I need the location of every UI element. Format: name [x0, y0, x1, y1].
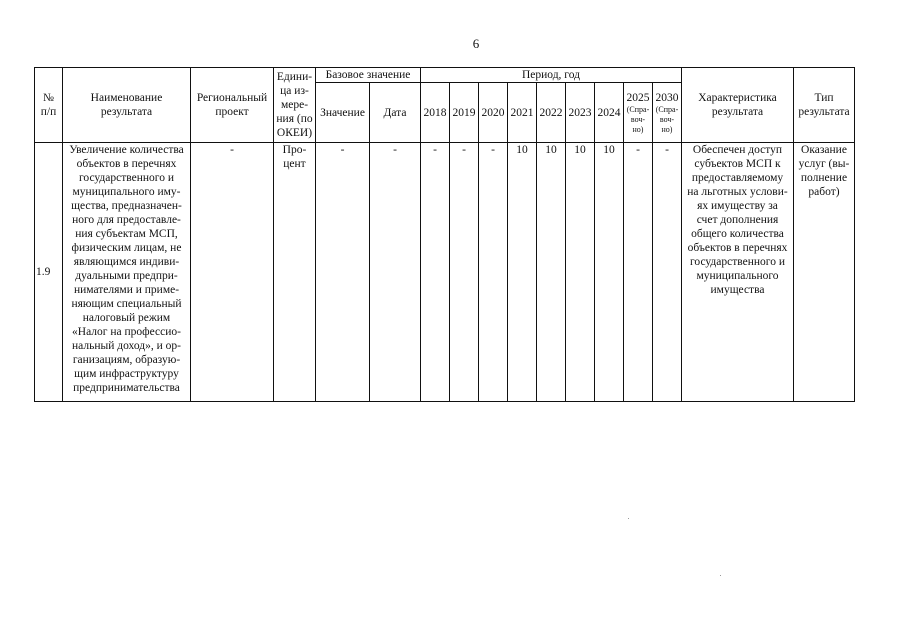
header-year: 2020	[479, 83, 508, 143]
row-result-type: Оказание услуг (вы- полнение работ)	[794, 143, 855, 402]
header-year: 2023	[566, 83, 595, 143]
header-year: 2024	[595, 83, 624, 143]
header-year-2030-note: (Спра- воч- но)	[655, 104, 679, 134]
header-period: Период, год	[421, 68, 682, 83]
row-year-value: 10	[595, 143, 624, 402]
row-year-value: 10	[508, 143, 537, 402]
row-value: -	[316, 143, 370, 402]
row-year-2030-value: -	[653, 143, 682, 402]
header-year-2025-label: 2025	[626, 91, 650, 104]
header-base-value: Базовое значение	[316, 68, 421, 83]
header-year: 2019	[450, 83, 479, 143]
header-year-2025-note: (Спра- воч- но)	[626, 104, 650, 134]
row-year-value: -	[450, 143, 479, 402]
header-year: 2021	[508, 83, 537, 143]
row-regional-project: -	[191, 143, 274, 402]
header-year-2030	[653, 83, 682, 143]
row-date: -	[370, 143, 421, 402]
header-value: Значение	[316, 83, 370, 143]
header-date: Дата	[370, 83, 421, 143]
page-number: 6	[472, 36, 480, 51]
header-year-2030-label: 2030	[655, 91, 679, 104]
header-num: № п/п	[35, 68, 63, 143]
row-year-value: -	[421, 143, 450, 402]
table-row	[35, 143, 855, 402]
row-unit: Про- цент	[274, 143, 316, 402]
row-num: 1.9	[35, 143, 63, 402]
header-result-type: Тип результата	[794, 68, 855, 143]
scan-speck	[628, 518, 629, 519]
row-name: Увеличение количества объектов в перечнях государственного и муниципального иму- щества, предназначен- ного для предоставле- ния субъектам МСП, физическим лицам, не являющимся индиви- дуальными предпри- нимателями и приме- няющим специальный налоговый режим «Налог на профессио- нальный доход», и ор- ганизациям, образую- щим инфраструктуру предпринимательства	[63, 143, 191, 402]
header-unit: Едини- ца из- мере- ния (по ОКЕИ)	[274, 68, 316, 143]
header-year: 2018	[421, 83, 450, 143]
row-year-2025-value: -	[624, 143, 653, 402]
scan-speck	[720, 575, 721, 576]
results-table	[34, 67, 855, 402]
row-year-value: 10	[566, 143, 595, 402]
row-year-value: -	[479, 143, 508, 402]
row-characteristic: Обеспечен доступ субъектов МСП к предоставляемому на льготных услови- ях имуществу за счет дополнения общего количества объектов в перечнях государственного и муниципального имущества	[682, 143, 794, 402]
header-name: Наименование результата	[63, 68, 191, 143]
header-year: 2022	[537, 83, 566, 143]
row-year-value: 10	[537, 143, 566, 402]
header-characteristic: Характеристика результата	[682, 68, 794, 143]
header-year-2025	[624, 83, 653, 143]
header-regional-project: Региональный проект	[191, 68, 274, 143]
